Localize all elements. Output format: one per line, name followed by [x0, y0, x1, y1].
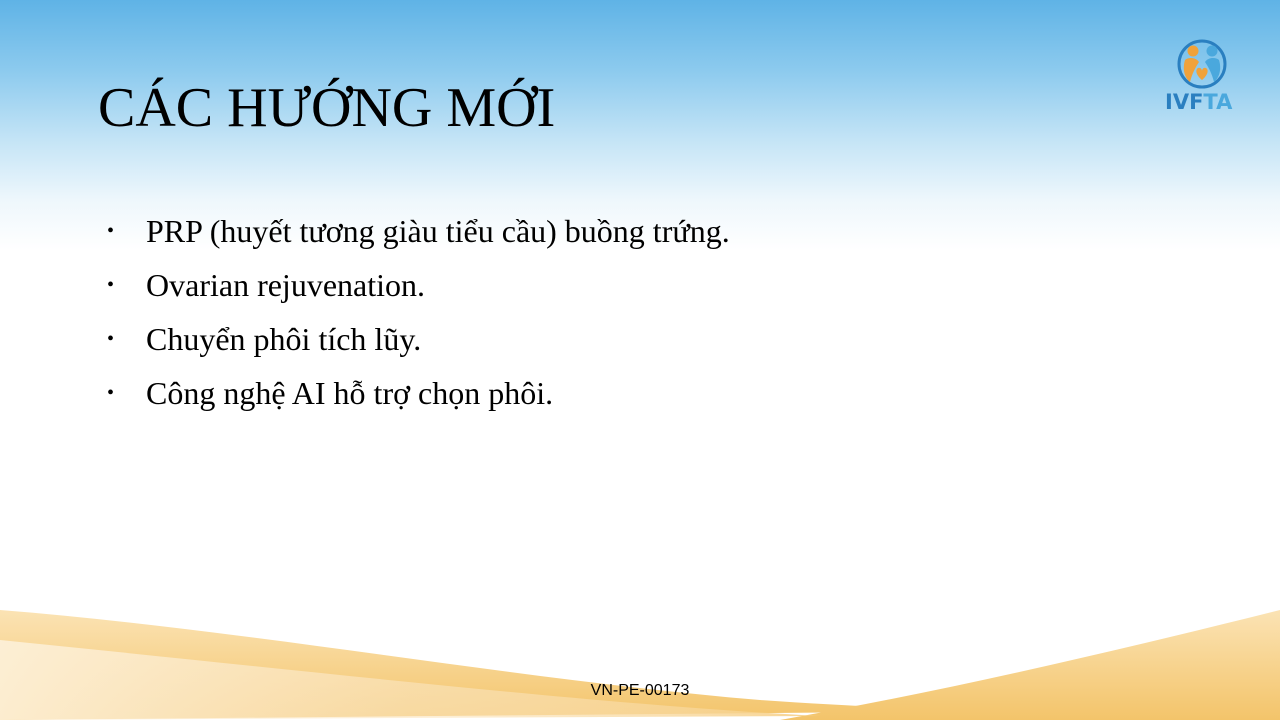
logo-text-ta: TA — [1203, 90, 1233, 114]
bullet-marker: • — [107, 220, 115, 242]
bullet-text: Chuyển phôi tích lũy. — [146, 321, 422, 357]
bullet-marker: • — [107, 274, 115, 296]
bottom-wave-decoration — [0, 610, 1280, 720]
bullet-marker: • — [107, 382, 115, 404]
bullet-marker: • — [107, 328, 115, 350]
bullet-text: Ovarian rejuvenation. — [146, 267, 425, 303]
document-code: VN-PE-00173 — [590, 682, 690, 699]
slide-title: CÁC HƯỚNG MỚI — [98, 77, 556, 139]
bullet-text: PRP (huyết tương giàu tiểu cầu) buồng trứng. — [146, 213, 730, 249]
logo-text-ivf: IVF — [1165, 90, 1204, 114]
logo-text — [1165, 90, 1232, 114]
ivfta-logo — [1160, 38, 1250, 118]
family-heart-icon — [1174, 38, 1230, 90]
bullet-text: Công nghệ AI hỗ trợ chọn phôi. — [146, 375, 554, 411]
